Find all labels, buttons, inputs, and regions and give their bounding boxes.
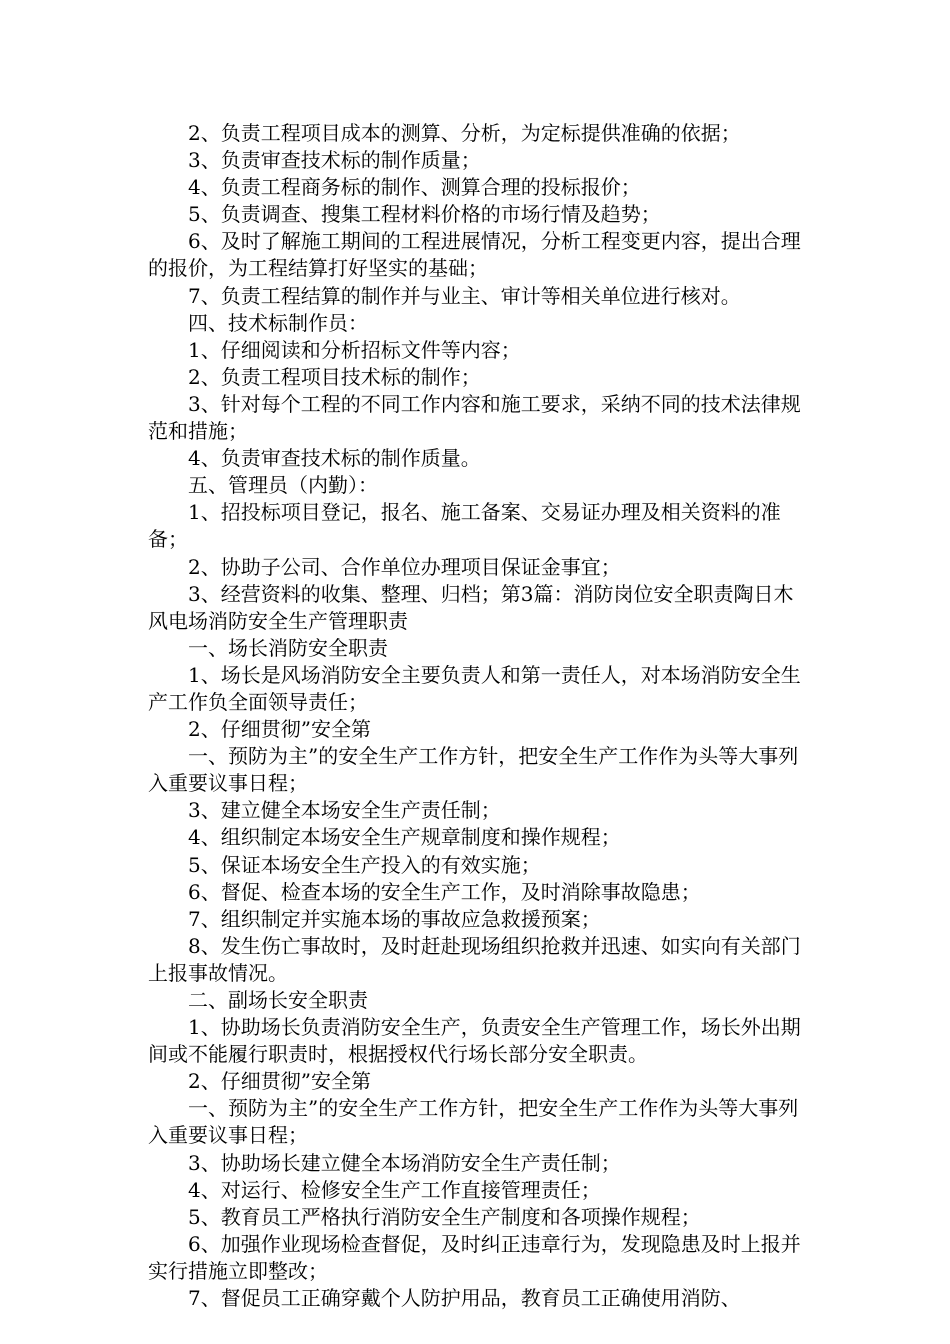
section-heading: 二、副场长安全职责 (188, 988, 368, 1012)
paragraph: 3、建立健全本场安全生产责任制； (188, 798, 501, 823)
paragraph: 4、负责审查技术标的制作质量。 (188, 446, 481, 471)
paragraph: 1、招投标项目登记，报名、施工备案、交易证办理及相关资料的准备； (148, 500, 781, 552)
paragraph: 4、组织制定本场安全生产规章制度和操作规程； (188, 825, 621, 850)
paragraph: 一、预防为主”的安全生产工作方针，把安全生产工作作为头等大事列入重要议事日程； (148, 744, 799, 796)
paragraph: 6、加强作业现场检查督促，及时纠正违章行为，发现隐患及时上报并实行措施立即整改； (148, 1231, 801, 1283)
paragraph: 8、发生伤亡事故时，及时赶赴现场组织抢救并迅速、如实向有关部门上报事故情况。 (148, 933, 801, 985)
section-heading: 五、管理员（内勤）： (188, 473, 378, 498)
paragraph: 5、教育员工严格执行消防安全生产制度和各项操作规程； (188, 1204, 701, 1229)
paragraph: 2、仔细贯彻”安全第 (188, 717, 371, 742)
paragraph: 7、督促员工正确穿戴个人防护用品，教育员工正确使用消防、 (188, 1286, 741, 1311)
paragraph: 1、仔细阅读和分析招标文件等内容； (188, 337, 521, 362)
paragraph: 3、针对每个工程的不同工作内容和施工要求，采纳不同的技术法律规范和措施； (148, 391, 801, 444)
paragraph: 7、负责工程结算的制作并与业主、审计等相关单位进行核对。 (188, 283, 741, 308)
paragraph: 6、及时了解施工期间的工程进展情况，分析工程变更内容，提出合理的报价，为工程结算打好坚实的基础； (148, 229, 801, 281)
paragraph: 5、负责调查、搜集工程材料价格的市场行情及趋势； (188, 202, 661, 227)
paragraph: 1、协助场长负责消防安全生产，负责安全生产管理工作，场长外出期间或不能履行职责时，根据授权代行场长部分安全职责。 (148, 1015, 801, 1067)
paragraph: 一、预防为主”的安全生产工作方针，把安全生产工作作为头等大事列入重要议事日程； (148, 1096, 799, 1148)
paragraph: 6、督促、检查本场的安全生产工作，及时消除事故隐患； (188, 879, 701, 904)
paragraph: 2、负责工程项目技术标的制作； (188, 364, 481, 389)
paragraph: 3、经营资料的收集、整理、归档；第3篇：消防岗位安全职责陶日木风电场消防安全生产管理职责 (148, 581, 794, 633)
paragraph: 5、保证本场安全生产投入的有效实施； (188, 852, 541, 877)
section-heading: 一、场长消防安全职责 (188, 635, 388, 660)
paragraph: 1、场长是风场消防安全主要负责人和第一责任人，对本场消防安全生产工作负全面领导责任； (148, 662, 801, 714)
paragraph: 4、对运行、检修安全生产工作直接管理责任； (188, 1177, 601, 1202)
paragraph: 2、仔细贯彻”安全第 (188, 1069, 371, 1094)
document-body (148, 120, 808, 1312)
paragraph: 4、负责工程商务标的制作、测算合理的投标报价； (188, 175, 641, 200)
paragraph: 3、负责审查技术标的制作质量； (188, 148, 481, 173)
paragraph: 3、协助场长建立健全本场消防安全生产责任制； (188, 1150, 621, 1175)
section-heading: 四、技术标制作员： (188, 310, 368, 335)
paragraph: 7、组织制定并实施本场的事故应急救援预案； (188, 906, 601, 931)
paragraph: 2、协助子公司、合作单位办理项目保证金事宜； (188, 554, 621, 579)
paragraph: 2、负责工程项目成本的测算、分析，为定标提供准确的依据； (188, 121, 741, 145)
